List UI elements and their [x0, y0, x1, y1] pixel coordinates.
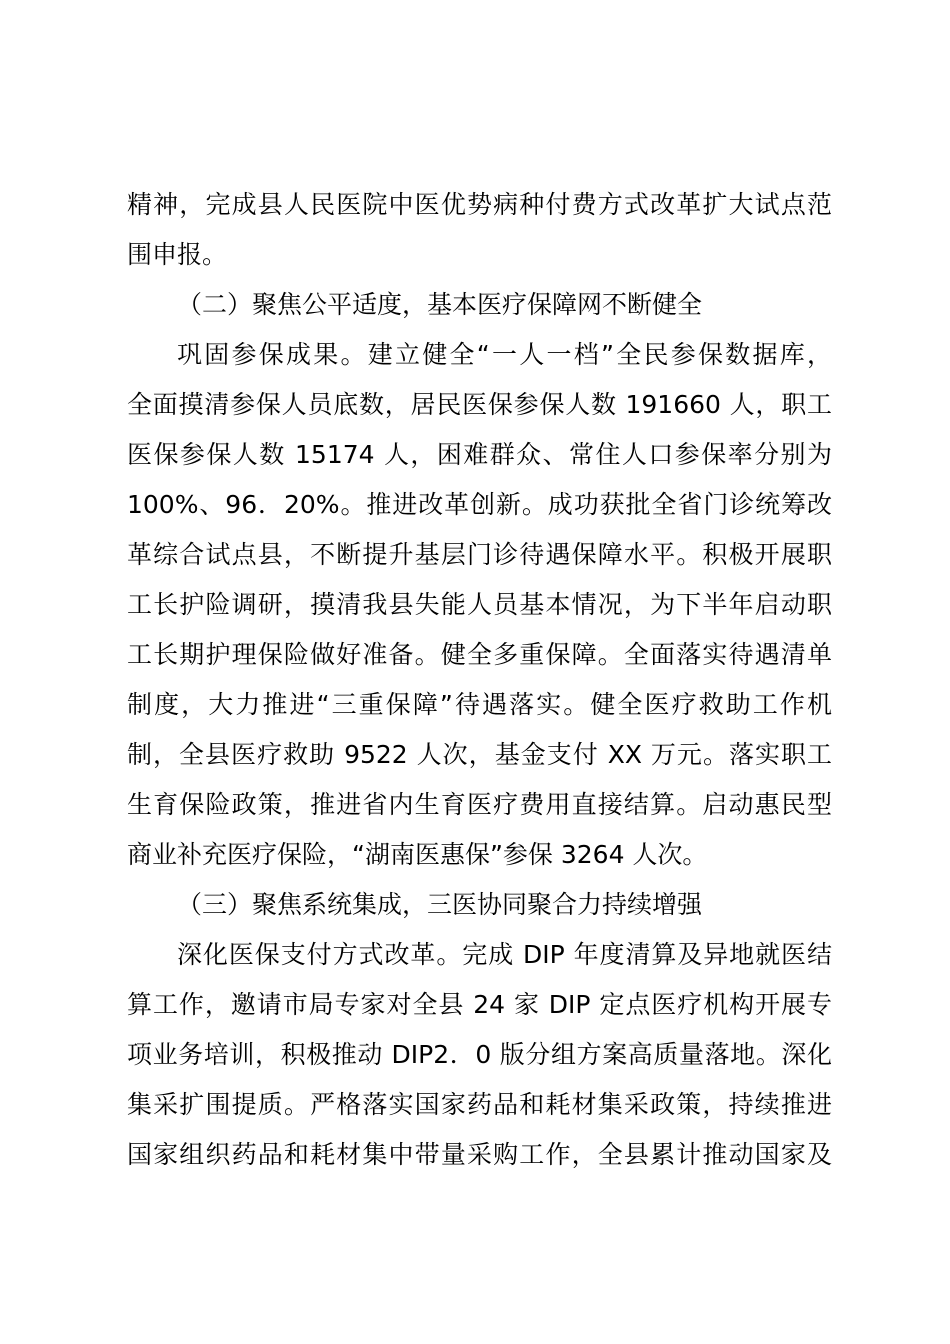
text-line: 医保参保人数 15174 人，困难群众、常住人口参保率分别为 [127, 440, 832, 469]
text-line: 项业务培训，积极推动 DIP2．0 版分组方案高质量落地。深化 [127, 1040, 832, 1069]
text-line: 工长护险调研，摸清我县失能人员基本情况，为下半年启动职 [127, 590, 832, 619]
text-line: 工长期护理保险做好准备。健全多重保障。全面落实待遇清单 [127, 640, 832, 669]
text-line: 100%、96．20%。推进改革创新。成功获批全省门诊统筹改 [127, 490, 832, 519]
text-line: 革综合试点县，不断提升基层门诊待遇保障水平。积极开展职 [127, 540, 832, 569]
paragraph-start-line: 巩固参保成果。建立健全“一人一档”全民参保数据库， [177, 340, 832, 369]
text-line: 算工作，邀请市局专家对全县 24 家 DIP 定点医疗机构开展专 [127, 990, 832, 1019]
text-line: 商业补充医疗保险，“湖南医惠保”参保 3264 人次。 [127, 840, 708, 869]
text-line: 生育保险政策，推进省内生育医疗费用直接结算。启动惠民型 [127, 790, 832, 819]
text-line: 集采扩围提质。严格落实国家药品和耗材集采政策，持续推进 [127, 1090, 832, 1119]
text-line: 国家组织药品和耗材集中带量采购工作，全县累计推动国家及 [127, 1140, 832, 1169]
text-line: 全面摸清参保人员底数，居民医保参保人数 191660 人，职工 [127, 390, 832, 419]
text-line: 围申报。 [127, 240, 228, 269]
document-body [127, 180, 832, 1180]
section-heading: （三）聚焦系统集成，三医协同聚合力持续增强 [177, 890, 703, 919]
text-line: 制，全县医疗救助 9522 人次，基金支付 XX 万元。落实职工 [127, 740, 832, 769]
text-line: 精神，完成县人民医院中医优势病种付费方式改革扩大试点范 [127, 190, 832, 219]
section-heading: （二）聚焦公平适度，基本医疗保障网不断健全 [177, 290, 703, 319]
paragraph-start-line: 深化医保支付方式改革。完成 DIP 年度清算及异地就医结 [177, 940, 832, 969]
text-line: 制度，大力推进“三重保障”待遇落实。健全医疗救助工作机 [127, 690, 832, 719]
